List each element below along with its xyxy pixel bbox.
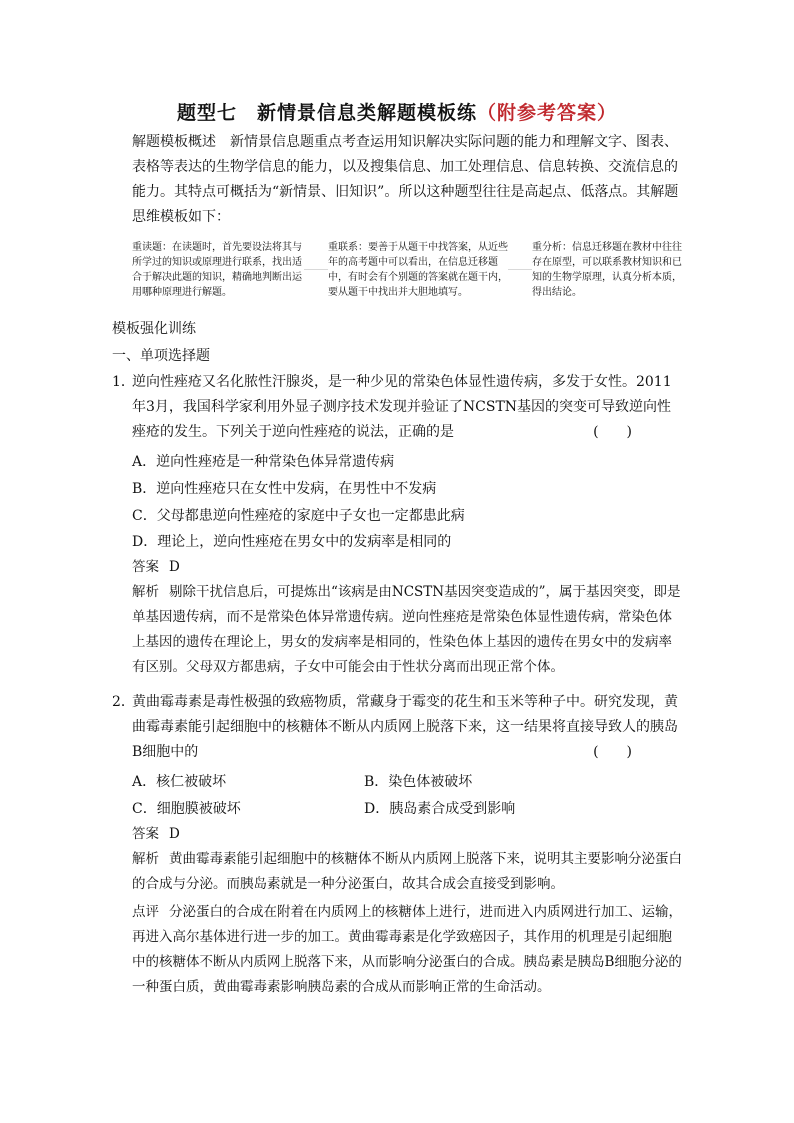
answer-label: 答案 [132,559,159,575]
template-box-analyze: 重分析：信息迁移题在教材中往往存在原型，可以联系教材知识和已知的生物学原理，认真分析本质，得出结论。 [532,240,688,300]
title-main: 题型七 新情景信息类解题模板练 [176,102,477,124]
section-heading: 模板强化训练 [112,321,196,337]
answer-value: D [169,559,180,575]
comment-text: 分泌蛋白的合成在附着在内质网上的核糖体上进行，进而进入内质网进行加工、运输，再进入高尔基体进行进一步的加工。黄曲霉毒素是化学致癌因子，其作用的机理是引起细胞中的核糖体不断从内质网上脱落下来，从而影响分泌蛋白的合成。胰岛素是胰岛B细胞分泌的一种蛋白质，黄曲霉毒素影响胰岛素的合成从而影响正常的生命活动。 [132,904,682,995]
answer-line [132,555,684,580]
comment-paragraph [132,900,684,1000]
option-d: D．理论上，逆向性痤疮在男女中的发病率是相同的 [132,534,452,550]
analysis-text: 剔除干扰信息后，可提炼出“该病是由NCSTN基因突变造成的”，属于基因突变，即是单基因遗传病，而不是常染色体异常遗传病。逆向性痤疮是常染色体显性遗传病，常染色体上基因的遗传在理论上，男女的发病率是相同的，性染色体上基因的遗传在男女中的发病率有区别。父母双方都患病，子女中可能会由于性状分离而出现正常个体。 [132,584,681,675]
comment-label: 点评 [132,904,159,920]
analysis-label: 解析 [132,851,159,867]
question-stem: 黄曲霉毒素是毒性极强的致癌物质，常藏身于霉变的花生和玉米等种子中。研究发现，黄曲霉毒素能引起细胞中的核糖体不断从内质网上脱落下来，这一结果将直接导致人的胰岛B细胞中的 [132,694,678,760]
thinking-template-diagram [132,240,688,300]
option-a: A．逆向性痤疮是一种常染色体异常遗传病 [132,454,395,470]
option-c: C．细胞膜被破坏 [132,801,241,817]
intro-label: 解题模板概述 [132,134,216,150]
intro-text: 新情景信息题重点考查运用知识解决实际问题的能力和理解文字、图表、表格等表达的生物学信息的能力，以及搜集信息、加工处理信息、信息转换、交流信息的能力。其特点可概括为“新情景、旧知识”。所以这种题型往往是高起点、低落点。其解题思维模板如下： [132,134,679,225]
question-stem: 逆向性痤疮又名化脓性汗腺炎，是一种少见的常染色体显性遗传病，多发于女性。2011年3月，我国科学家利用外显子测序技术发现并验证了NCSTN基因的突变可导致逆向性痤疮的发生。下列关于逆向性痤疮的说法，正确的是 [132,374,672,440]
answer-label: 答案 [132,826,159,842]
answer-blank: ( ) [593,424,632,440]
analysis-text: 黄曲霉毒素能引起细胞中的核糖体不断从内质网上脱落下来，说明其主要影响分泌蛋白的合成与分泌。而胰岛素就是一种分泌蛋白，故其合成会直接受到影响。 [132,851,682,892]
title-answer-note: （附参考答案） [477,102,618,124]
template-box-read: 重读题：在读题时，首先要设法将其与所学过的知识或原理进行联系，找出适合于解决此题的知识，精确地判断出运用哪种原理进行解题。 [132,242,302,298]
option-c: C．父母都患逆向性痤疮的家庭中子女也一定都患此病 [132,508,465,524]
analysis-paragraph [132,847,684,897]
answer-value: D [169,826,180,842]
answer-line [132,822,684,847]
answer-blank: ( ) [593,744,632,760]
question-number: 2． [112,694,135,710]
option-a: A．核仁被破坏 [132,774,227,790]
page-title [0,98,794,125]
option-b: B．染色体被破坏 [364,774,473,790]
intro-paragraph [132,130,684,230]
analysis-paragraph [132,580,684,680]
option-b: B．逆向性痤疮只在女性中发病，在男性中不发病 [132,481,437,497]
template-box-link: 重联系：要善于从题干中找答案，从近些年的高考题中可以看出，在信息迁移题中，有时会有个别题的答案就在题干内，要从题干中找出并大胆地填写。 [328,242,508,298]
question-1 [112,370,684,445]
question-number: 1． [112,374,135,390]
option-d: D．胰岛素合成受到影响 [364,801,516,817]
question-2 [112,690,684,765]
analysis-label: 解析 [132,584,159,600]
section-subheading: 一、单项选择题 [112,348,210,364]
